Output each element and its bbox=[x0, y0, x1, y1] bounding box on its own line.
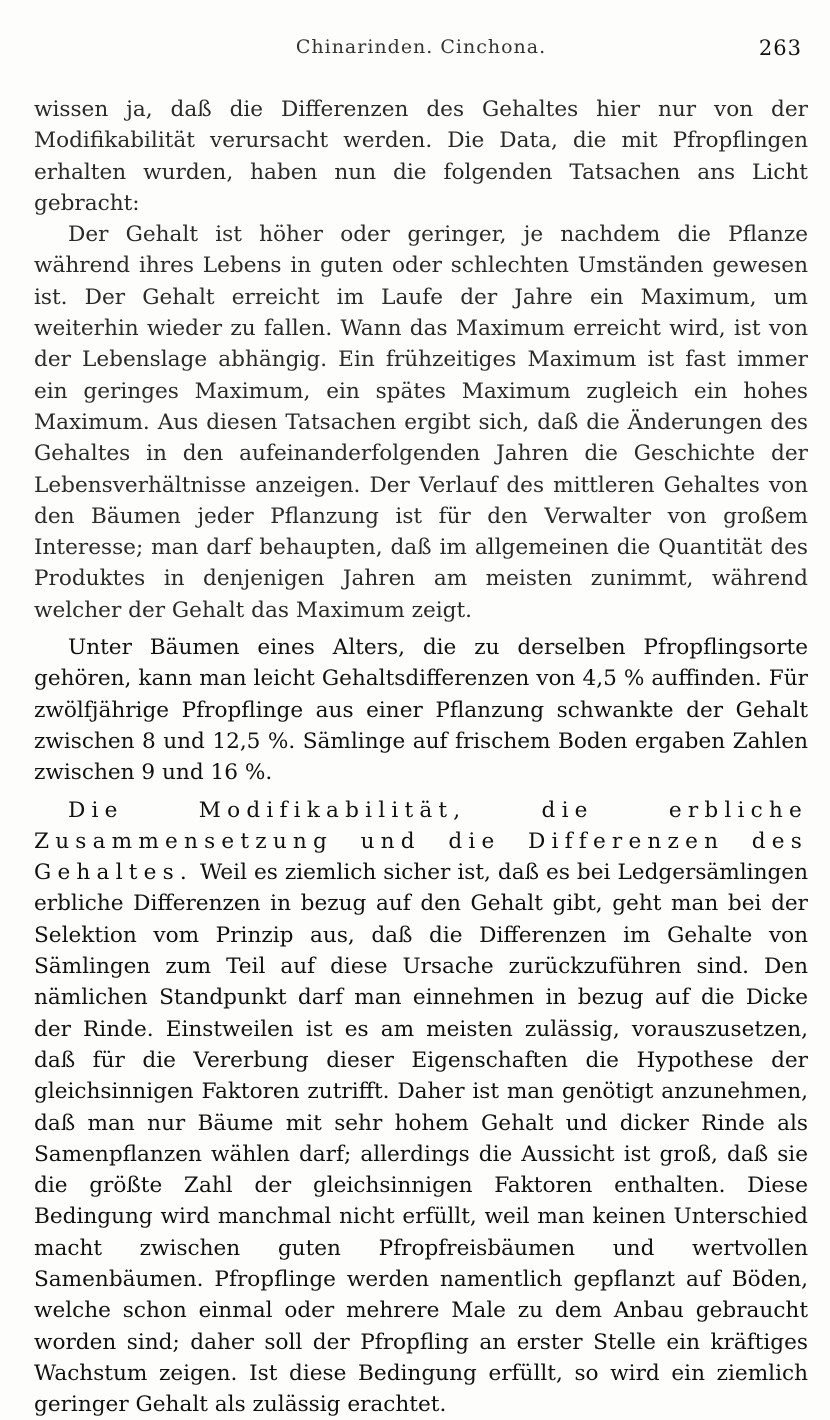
spaced-section-heading: Die Modifikabilität, die erbliche Zusammensetzung und die Differenzen des Gehaltes. bbox=[34, 797, 808, 886]
paragraph-gehaltsdifferenzen: Unter Bäumen eines Alters, die zu derselben Pfropflingsorte gehören, kann man leicht Gehaltsdifferenzen von 4,5 % auffinden. Für zwölfjährige Pfropflinge aus einer Pflanzung schwankte der Gehalt zwischen 8 und 12,5 %. Sämlinge auf frischem Boden ergaben Zahlen zwischen 9 und 16 %. bbox=[34, 635, 808, 786]
paragraph-modifikabilitaet bbox=[34, 795, 808, 1420]
running-head bbox=[34, 36, 808, 70]
section-body-text: Weil es ziemlich sicher ist, daß es bei Ledgersämlingen erbliche Differenzen in bezug auf den Gehalt gibt, geht man bei der Selektion vom Prinzip aus, daß die Differenzen im Gehalte von Sämlingen zum Teil auf diese Ursache zurückzuführen sind. Den nämlichen Standpunkt darf man einnehmen in bezug auf die Dicke der Rinde. Einstweilen ist es am meisten zulässig, vorauszusetzen, daß für die Vererbung dieser Eigenschaften die Hypothese der gleichsinnigen Faktoren zutrifft. Daher ist man genötigt anzunehmen, daß man nur Bäume mit sehr hohem Gehalt und dicker Rinde als Samenpflanzen wählen darf; allerdings die Aussicht ist groß, daß sie die größte Zahl der gleichsinnigen Faktoren enthalten. Diese Bedingung wird manchmal nicht erfüllt, weil man keinen Unterschied macht zwischen guten Pfropfreisbäumen und wertvollen Samenbäumen. Pfropflinge werden namentlich gepflanzt auf Böden, welche schon einmal oder mehrere Male zu dem Anbau gebraucht worden sind; daher soll der Pfropfling an erster Stelle ein kräftiges Wachstum zeigen. Ist diese Bedingung erfüllt, so wird ein ziemlich geringer Gehalt als zulässig erachtet. bbox=[34, 860, 808, 1418]
paragraph-continuation: wissen ja, daß die Differenzen des Gehaltes hier nur von der Modifikabilität verursacht werden. Die Data, die mit Pfropflingen erhalten wurden, haben nun die folgenden Tatsachen ans Licht gebracht: bbox=[34, 97, 808, 216]
body-text bbox=[34, 94, 808, 1420]
running-title: Chinarinden. Cinchona. bbox=[295, 36, 547, 58]
page-number: 263 bbox=[758, 36, 802, 60]
paragraph-gehalt-maximum: Der Gehalt ist höher oder geringer, je nachdem die Pflanze während ihres Lebens in guten oder schlechten Umständen gewesen ist. Der Gehalt erreicht im Laufe der Jahre ein Maximum, um weiterhin wieder zu fallen. Wann das Maximum erreicht wird, ist von der Lebenslage abhängig. Ein frühzeitiges Maximum ist fast immer ein geringes Maximum, ein spätes Maximum zugleich ein hohes Maximum. Aus diesen Tatsachen ergibt sich, daß die Änderungen des Gehaltes in den aufeinanderfolgenden Jahren die Geschichte der Lebensverhältnisse anzeigen. Der Verlauf des mittleren Gehaltes von den Bäumen jeder Pflanzung ist für den Verwalter von großem Interesse; man darf behaupten, daß im allgemeinen die Quantität des Produktes in denjenigen Jahren am meisten zunimmt, während welcher der Gehalt das Maximum zeigt. bbox=[34, 222, 808, 623]
